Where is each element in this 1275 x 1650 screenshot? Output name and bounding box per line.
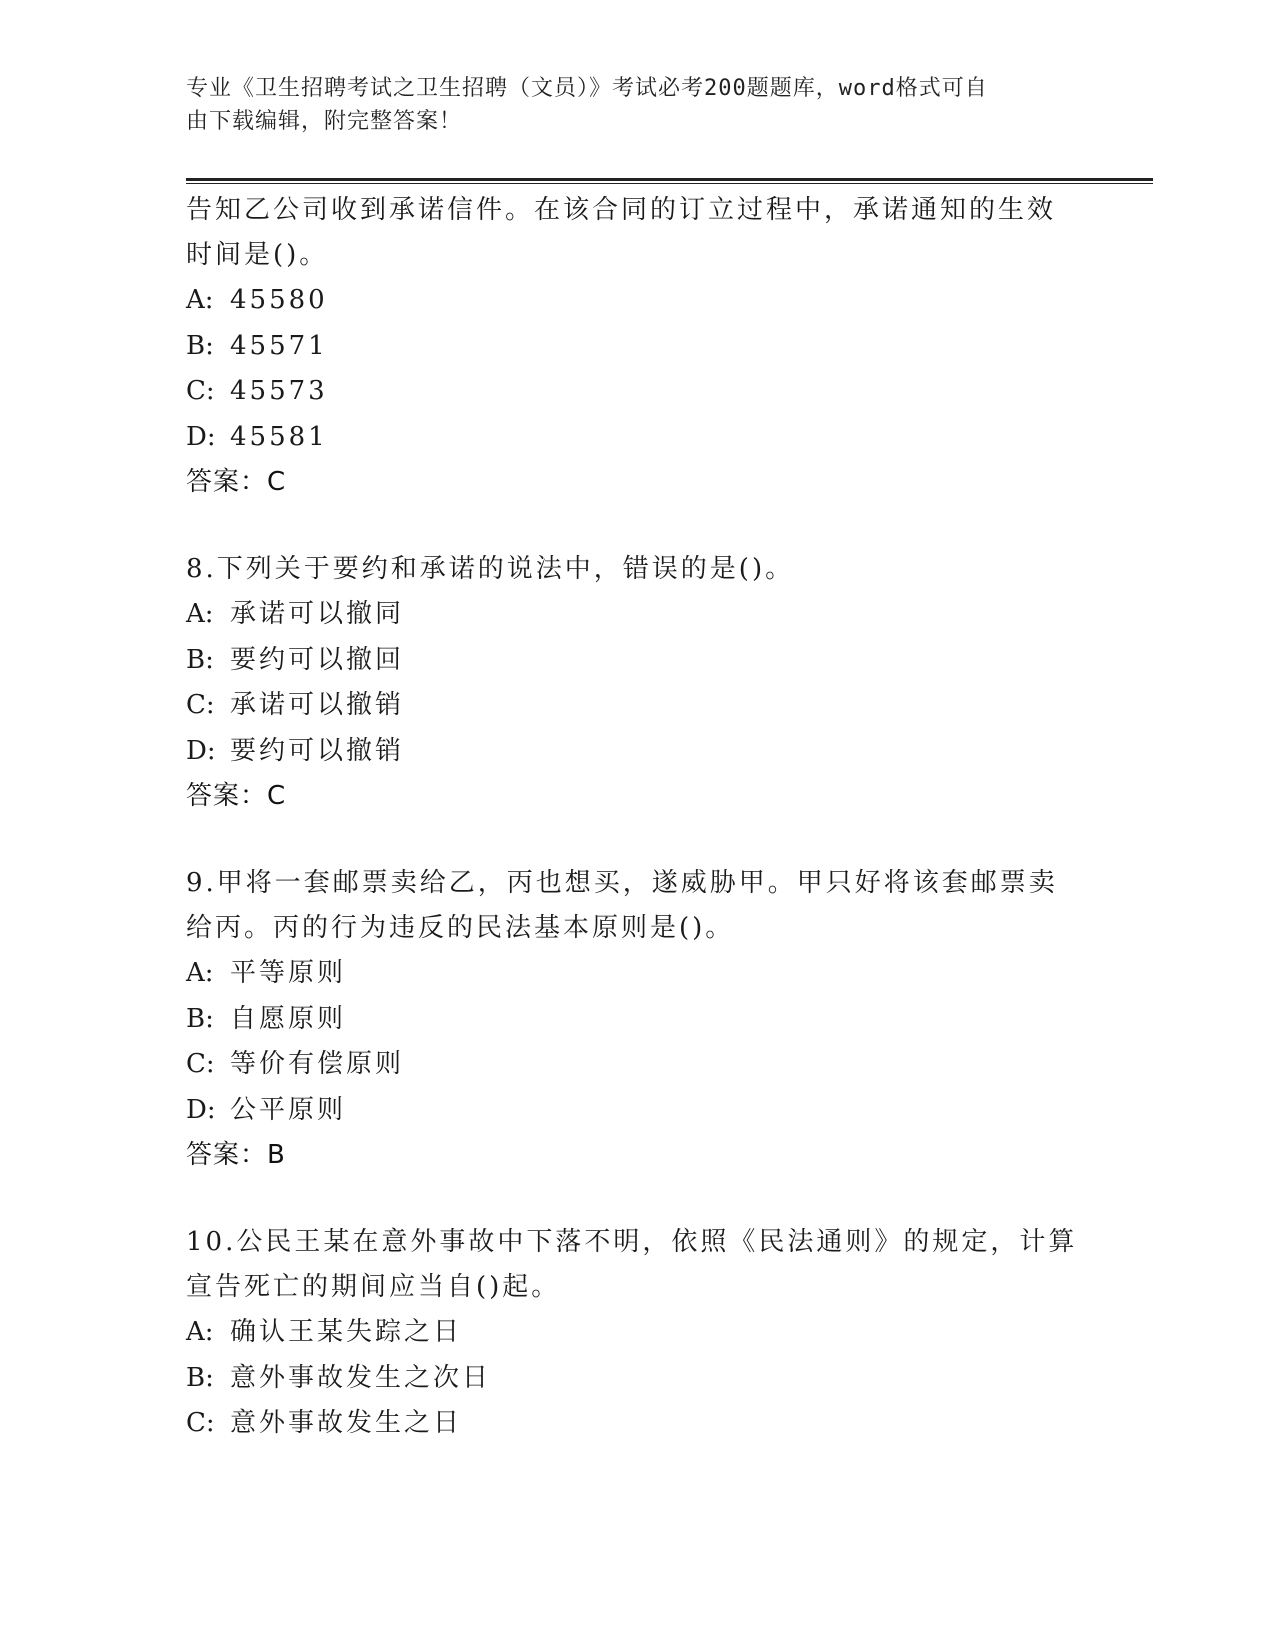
- option-text: 要约可以撤回: [230, 644, 405, 675]
- option-d: [186, 729, 1086, 775]
- question-stem: 宣告死亡的期间应当自()起。: [186, 1272, 561, 1302]
- option-letter: D:: [186, 421, 216, 452]
- option-b: [186, 324, 1086, 370]
- option-text: 45571: [230, 330, 328, 361]
- option-text: 自愿原则: [230, 1003, 347, 1034]
- option-d: [186, 415, 1086, 461]
- header-line-2: 由下载编辑，附完整答案！: [186, 109, 463, 134]
- option-letter: A:: [186, 285, 214, 315]
- option-letter: A:: [186, 599, 214, 629]
- question-stem: 10.公民王某在意外事故中下落不明，依照《民法通则》的规定，计算: [186, 1227, 1078, 1257]
- option-b: [186, 997, 1086, 1043]
- answer-line: 答案：C: [186, 467, 287, 497]
- option-letter: C:: [186, 1049, 215, 1079]
- question-7: [186, 188, 1086, 505]
- option-letter: C:: [186, 376, 215, 406]
- option-letter: B:: [186, 644, 214, 675]
- option-text: 意外事故发生之次日: [230, 1362, 492, 1393]
- option-b: [186, 638, 1086, 684]
- option-a: [186, 951, 1086, 997]
- header-line-1: 专业《卫生招聘考试之卫生招聘（文员）》考试必考200题题库，word格式可自: [186, 76, 988, 101]
- option-text: 承诺可以撤销: [230, 690, 405, 720]
- option-text: 等价有偿原则: [230, 1049, 405, 1079]
- option-letter: D:: [186, 735, 216, 766]
- header-divider-thin: [186, 183, 1153, 184]
- option-c: [186, 1042, 1086, 1088]
- option-text: 公平原则: [230, 1094, 347, 1125]
- option-a: [186, 1310, 1086, 1356]
- option-a: [186, 278, 1086, 324]
- question-9: [186, 861, 1086, 1178]
- question-10: [186, 1220, 1086, 1447]
- option-letter: D:: [186, 1094, 216, 1125]
- option-a: [186, 592, 1086, 638]
- option-text: 平等原则: [230, 958, 347, 988]
- option-c: [186, 683, 1086, 729]
- answer-line: 答案：B: [186, 1140, 286, 1170]
- option-text: 45580: [230, 285, 328, 315]
- question-stem: 给丙。丙的行为违反的民法基本原则是()。: [186, 913, 735, 943]
- option-text: 要约可以撤销: [230, 735, 405, 766]
- page-header: [186, 72, 1086, 138]
- option-letter: A:: [186, 958, 214, 988]
- question-8: [186, 547, 1086, 819]
- question-stem: 时间是()。: [186, 240, 329, 270]
- option-text: 承诺可以撤同: [230, 599, 405, 629]
- option-text: 确认王某失踪之日: [230, 1317, 463, 1347]
- question-stem: 9.甲将一套邮票卖给乙，丙也想买，遂威胁甲。甲只好将该套邮票卖: [186, 868, 1058, 898]
- option-c: [186, 1401, 1086, 1447]
- header-divider-thick: [186, 178, 1153, 181]
- question-stem: 8.下列关于要约和承诺的说法中，错误的是()。: [186, 554, 795, 584]
- question-stem: 告知乙公司收到承诺信件。在该合同的订立过程中，承诺通知的生效: [186, 195, 1057, 225]
- option-letter: A:: [186, 1317, 214, 1347]
- answer-line: 答案：C: [186, 781, 287, 811]
- option-text: 45581: [230, 421, 328, 452]
- option-letter: B:: [186, 1003, 214, 1034]
- option-d: [186, 1088, 1086, 1134]
- option-c: [186, 369, 1086, 415]
- option-letter: C:: [186, 690, 215, 720]
- option-text: 45573: [230, 376, 328, 406]
- option-b: [186, 1356, 1086, 1402]
- option-text: 意外事故发生之日: [230, 1408, 463, 1438]
- option-letter: B:: [186, 1362, 214, 1393]
- question-list: [186, 188, 1086, 1447]
- option-letter: B:: [186, 330, 214, 361]
- option-letter: C:: [186, 1408, 215, 1438]
